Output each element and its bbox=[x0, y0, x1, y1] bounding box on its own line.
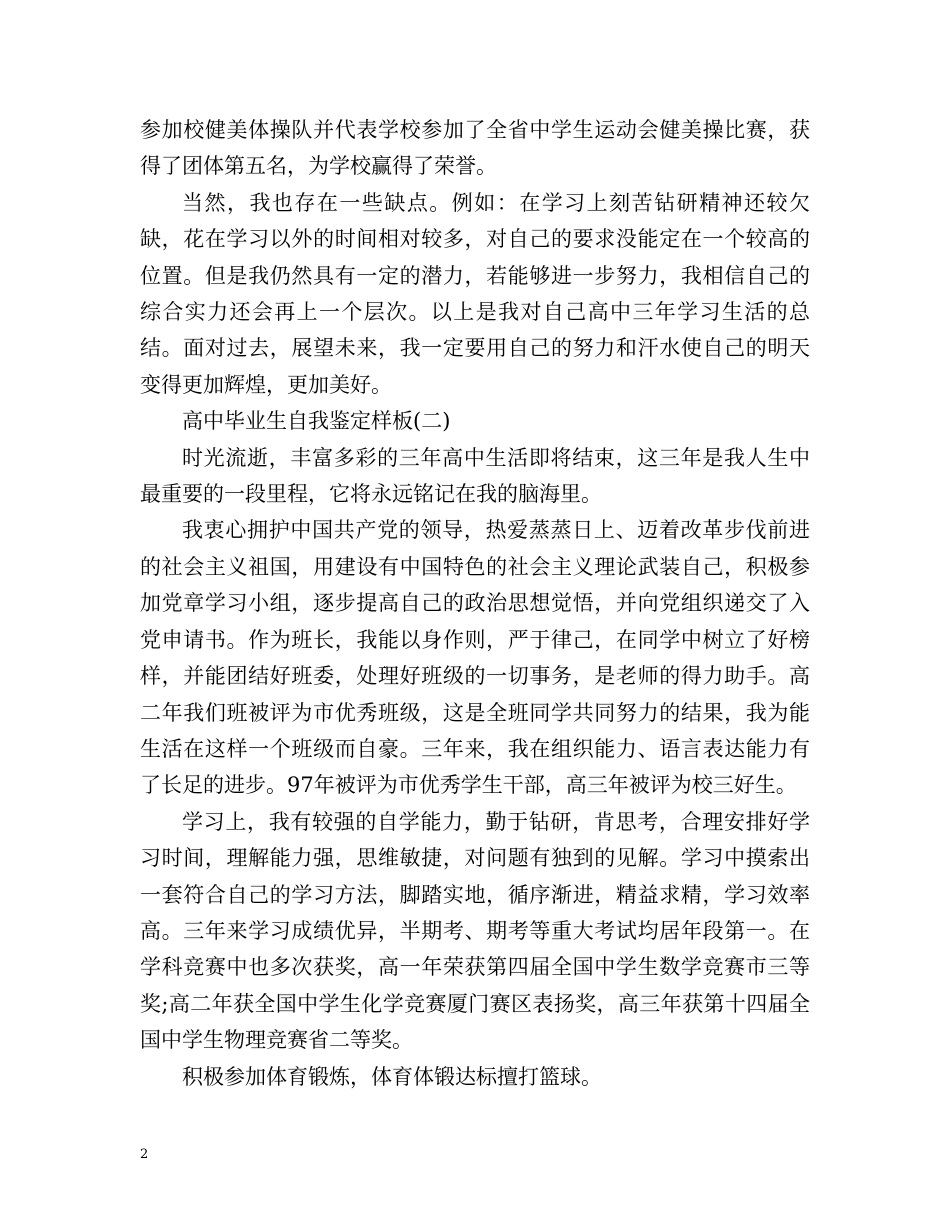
paragraph-study: 学习上，我有较强的自学能力，勤于钻研，肯思考，合理安排好学习时间，理解能力强，思维敏捷，对问题有独到的见解。学习中摸索出一套符合自己的学习方法，脚踏实地，循序渐进，精益求精，学习效率高。三年来学习成绩优异，半期考、期考等重大考试均居年段第一。在学科竞赛中也多次获奖，高一年荣获第四届全国中学生数学竞赛市三等奖;高二年获全国中学生化学竞赛厦门赛区表扬奖，高三年获第十四届全国中学生物理竞赛省二等奖。 bbox=[140, 809, 810, 1053]
paragraph-sports: 积极参加体育锻炼，体育体锻达标擅打篮球。 bbox=[182, 1064, 602, 1089]
section-heading: 高中毕业生自我鉴定样板(二) bbox=[182, 409, 451, 434]
paragraph-shortcomings: 当然，我也存在一些缺点。例如：在学习上刻苦钻研精神还较欠缺，花在学习以外的时间相对较多，对自己的要求没能定在一个较高的位置。但是我仍然具有一定的潜力，若能够进一步努力，我相信自己的综合实力还会再上一个层次。以上是我对自己高中三年学习生活的总结。面对过去，展望未来，我一定要用自己的努力和汗水使自己的明天变得更加辉煌，更加美好。 bbox=[140, 190, 810, 397]
page-number: 2 bbox=[140, 1147, 149, 1162]
body-text bbox=[140, 112, 810, 1095]
paragraph-continuation: 参加校健美体操队并代表学校参加了全省中学生运动会健美操比赛，获得了团体第五名，为学校赢得了荣誉。 bbox=[140, 118, 810, 179]
paragraph-intro: 时光流逝，丰富多彩的三年高中生活即将结束，这三年是我人生中最重要的一段里程，它将永远铭记在我的脑海里。 bbox=[140, 445, 810, 507]
paragraph-politics: 我衷心拥护中国共产党的领导，热爱蒸蒸日上、迈着改革步伐前进的社会主义祖国，用建设有中国特色的社会主义理论武装自己，积极参加党章学习小组，逐步提高自己的政治思想觉悟，并向党组织递交了入党申请书。作为班长，我能以身作则，严于律己，在同学中树立了好榜样，并能团结好班委，处理好班级的一切事务，是老师的得力助手。高二年我们班被评为市优秀班级，这是全班同学共同努力的结果，我为能生活在这样一个班级而自豪。三年来，我在组织能力、语言表达能力有了长足的进步。97年被评为市优秀学生干部，高三年被评为校三好生。 bbox=[140, 518, 810, 798]
